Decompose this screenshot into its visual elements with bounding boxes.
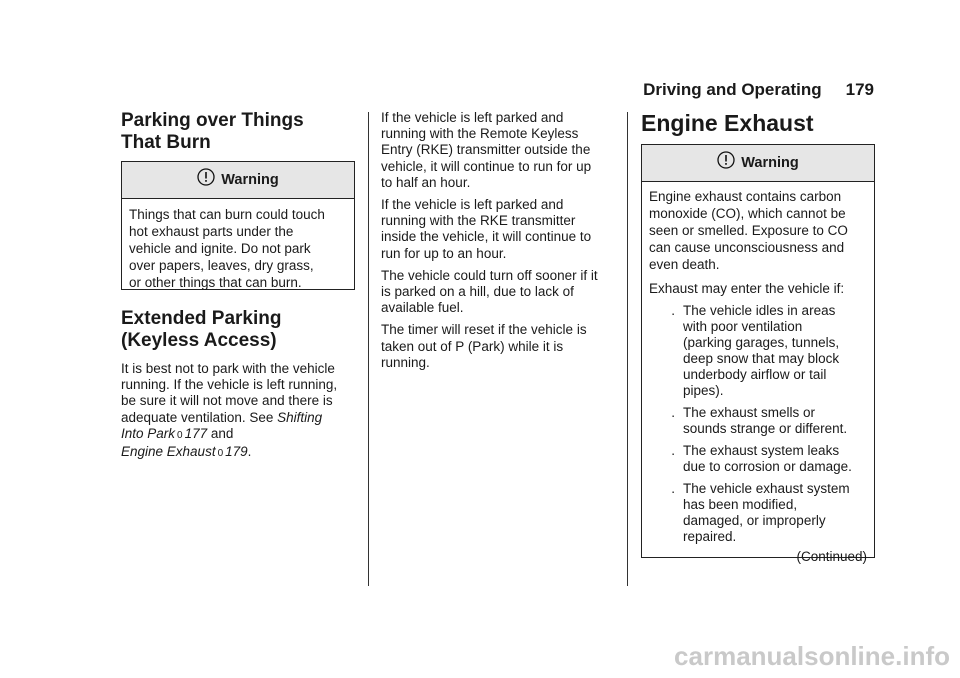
bullet-marker: . — [671, 303, 675, 318]
heading-line: That Burn — [121, 132, 211, 153]
heading-engine-exhaust: Engine Exhaust — [641, 110, 814, 136]
heading-line: Parking over Things — [121, 110, 304, 131]
para-line: If the vehicle is left parked and — [381, 110, 564, 125]
warning-lead: Exhaust may enter the vehicle if: — [649, 281, 845, 296]
para-line: be sure it will not move and there is — [121, 393, 333, 409]
bullet-line: has been modified, — [683, 497, 798, 512]
extended-parking-section — [121, 308, 361, 462]
warning-line: Things that can burn could touch — [129, 207, 325, 222]
warning-line: can cause unconsciousness and — [649, 240, 845, 255]
para-line — [121, 444, 361, 462]
para-line: vehicle, it will continue to run for up — [381, 158, 592, 174]
para-line: running. If the vehicle is left running, — [121, 377, 338, 393]
paragraph-turn-off — [381, 268, 621, 317]
warning-title: Warning — [221, 172, 279, 188]
para-text: and — [207, 425, 234, 441]
warning-header — [642, 145, 874, 182]
para-line: taken out of P (Park) while it is — [381, 338, 564, 354]
para-line: available fuel. — [381, 300, 464, 316]
bullet-line: underbody airflow or tail — [683, 367, 827, 382]
xref-link-shifting[interactable]: Shifting — [277, 409, 323, 425]
warning-line: hot exhaust parts under the — [129, 224, 294, 239]
bullet-line: The exhaust smells or — [683, 405, 816, 420]
para-line: running. — [381, 354, 430, 370]
bullet-text — [683, 443, 867, 475]
bullet-line: sounds strange or different. — [683, 421, 848, 436]
page-ref-177[interactable]: 177 — [184, 425, 208, 441]
section-title: Driving and Operating — [643, 80, 822, 99]
para-line — [121, 410, 361, 426]
warning-icon — [717, 151, 735, 169]
page-ref-icon: 0 — [217, 448, 224, 460]
para-text: . — [247, 444, 252, 460]
bullet-text — [683, 405, 867, 437]
para-line: The timer will reset if the vehicle is — [381, 322, 587, 338]
para-line: Entry (RKE) transmitter outside the — [381, 142, 591, 158]
para-line: running with the RKE transmitter — [381, 213, 576, 229]
para-line: run for up to an hour. — [381, 245, 507, 261]
warning-body — [642, 182, 874, 572]
para-text: adequate ventilation. See — [121, 409, 278, 425]
warning-line: or other things that can burn. — [129, 275, 302, 290]
para-line: running with the Remote Keyless — [381, 126, 579, 142]
warning-body — [122, 199, 354, 297]
warning-line: vehicle and ignite. Do not park — [129, 241, 311, 256]
column-1 — [121, 110, 357, 154]
para-line: to half an hour. — [381, 174, 471, 190]
warning-line: monoxide (CO), which cannot be — [649, 206, 846, 221]
para-line: The vehicle could turn off sooner if it — [381, 267, 598, 283]
bullet-item — [649, 481, 867, 545]
bullet-line: repaired. — [683, 529, 737, 544]
bullet-line: pipes). — [683, 383, 724, 398]
paragraph-rke-inside — [381, 197, 621, 262]
warning-line: Engine exhaust contains carbon — [649, 189, 842, 204]
column-divider-1 — [368, 112, 369, 586]
heading-extended-parking — [121, 308, 361, 352]
bullet-marker: . — [671, 443, 675, 458]
bullet-marker: . — [671, 405, 675, 420]
para-line: inside the vehicle, it will continue to — [381, 229, 592, 245]
warning-line: over papers, leaves, dry grass, — [129, 258, 314, 273]
bullet-line: with poor ventilation — [683, 319, 803, 334]
bullet-marker: . — [671, 481, 675, 496]
column-2 — [381, 110, 621, 371]
warning-icon — [197, 168, 215, 186]
bullet-line: The vehicle idles in areas — [683, 303, 836, 318]
para-line: is parked on a hill, due to lack of — [381, 284, 574, 300]
page-ref-icon: 0 — [177, 429, 183, 441]
bullet-line: (parking garages, tunnels, — [683, 335, 840, 350]
column-divider-2 — [627, 112, 628, 586]
heading-line: (Keyless Access) — [121, 330, 277, 351]
para-line: It is best not to park with the vehicle — [121, 361, 335, 376]
page-number: 179 — [845, 80, 874, 99]
bullet-text — [683, 303, 867, 399]
warning-header — [122, 162, 354, 199]
warning-box-engine-exhaust — [641, 144, 875, 564]
bullet-item — [649, 303, 867, 399]
continued-label: (Continued) — [796, 549, 867, 564]
warning-intro — [649, 188, 867, 273]
bullet-line: deep snow that may block — [683, 351, 840, 366]
heading-parking-over-things — [121, 110, 357, 154]
warning-line: seen or smelled. Exposure to CO — [649, 223, 848, 238]
bullet-item — [649, 443, 867, 475]
warning-box-parking — [121, 161, 355, 290]
bullet-line: damaged, or improperly — [683, 513, 826, 528]
bullet-line: The exhaust system leaks — [683, 443, 840, 458]
page-ref-179[interactable]: 179 — [225, 444, 248, 460]
bullet-line: due to corrosion or damage. — [683, 459, 852, 474]
paragraph-rke-outside — [381, 110, 621, 191]
bullet-line: The vehicle exhaust system — [683, 481, 850, 496]
warning-line: even death. — [649, 257, 720, 272]
extended-parking-paragraph — [121, 361, 361, 462]
heading-line: Extended Parking — [121, 308, 282, 329]
watermark: carmanualsonline.info — [674, 641, 950, 671]
page-header — [636, 80, 874, 106]
bullet-item — [649, 405, 867, 437]
xref-link-into-park[interactable]: Into Park — [121, 425, 176, 441]
column-3 — [641, 110, 877, 136]
bullet-text — [683, 481, 867, 545]
para-line: If the vehicle is left parked and — [381, 197, 564, 213]
paragraph-timer-reset — [381, 322, 621, 371]
warning-title: Warning — [741, 155, 799, 171]
xref-link-engine-exhaust[interactable]: Engine Exhaust — [121, 444, 216, 460]
para-line — [121, 426, 361, 444]
